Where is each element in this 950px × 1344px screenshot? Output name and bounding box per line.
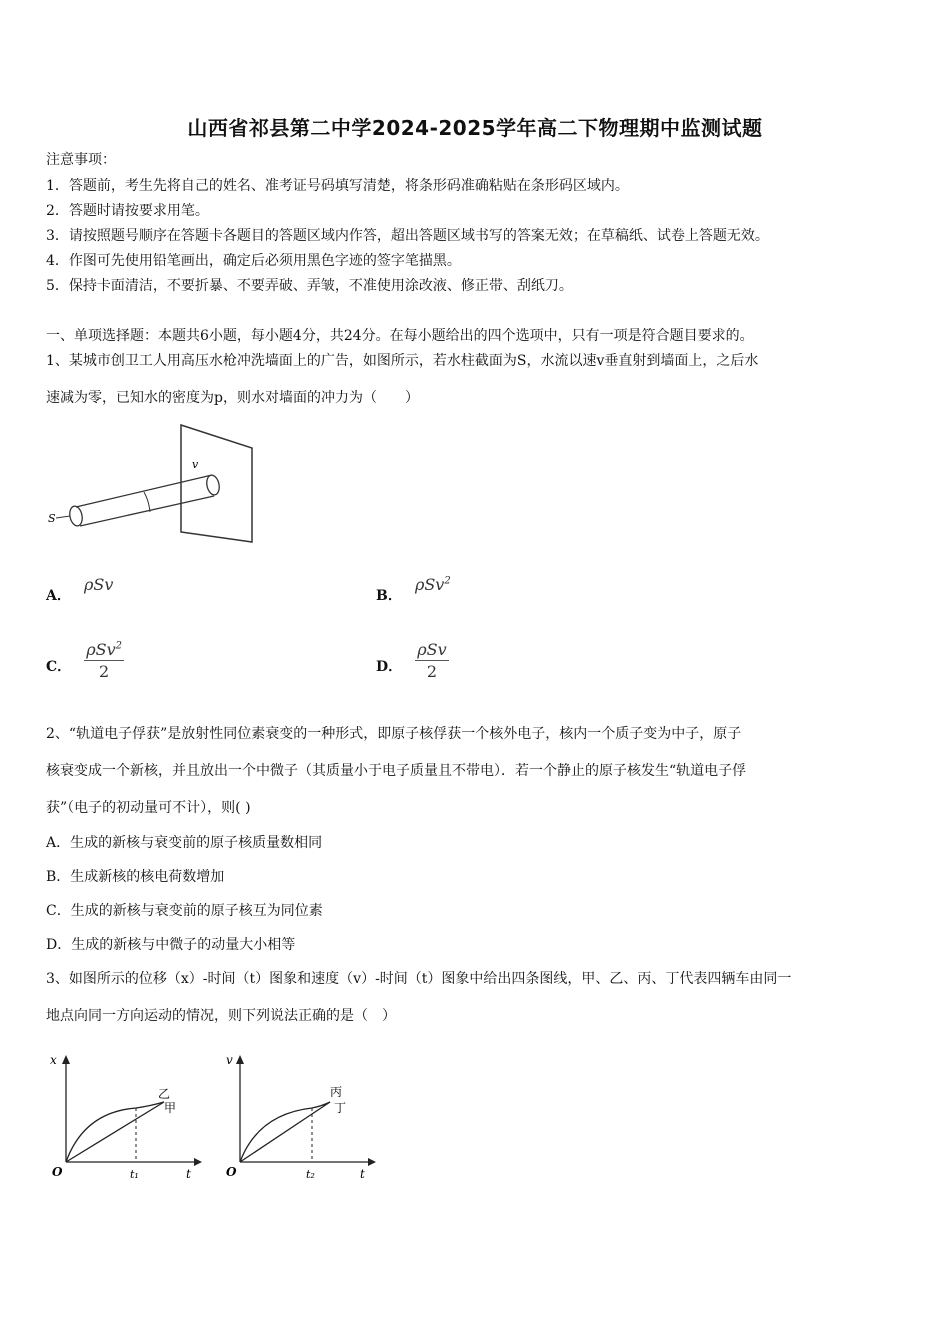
q1-stem-line1: 1、某城市创卫工人用高压水枪冲洗墙面上的广告，如图所示，若水柱截面为S，水流以速v垂直射到墙面上，之后水 [46, 353, 759, 369]
section-heading: 一、单项选择题：本题共6小题，每小题4分，共24分。在每小题给出的四个选项中，只有一项是符合题目要求的。 [46, 328, 754, 344]
option-label: B． [376, 588, 402, 604]
q1-option-c[interactable] [46, 640, 124, 681]
option-numerator: ρSv [86, 640, 116, 659]
q3-stem-line2: 地点向同一方向运动的情况，则下列说法正确的是（ ） [46, 1008, 396, 1024]
tick-label: t₁ [130, 1168, 139, 1180]
x-axis-label: t [186, 1167, 191, 1180]
notice-item: 4．作图可先使用铅笔画出，确定后必须用黑色字迹的签字笔描黑。 [46, 253, 461, 269]
q3-stem-line1: 3、如图所示的位移（x）-时间（t）图象和速度（v）-时间（t）图象中给出四条图线，甲、乙、丙、丁代表四辆车由同一 [46, 971, 792, 987]
q2-stem-line3: 获”（电子的初动量可不计），则( ) [46, 800, 251, 816]
q1-option-b[interactable] [376, 575, 451, 605]
notice-heading: 注意事项： [46, 152, 116, 168]
q2-option-c[interactable]: C．生成的新核与衰变前的原子核互为同位素 [46, 903, 323, 919]
q1-option-d[interactable] [376, 640, 449, 681]
q2-option-a[interactable]: A．生成的新核与衰变前的原子核质量数相同 [46, 835, 323, 851]
y-axis-label: x [50, 1053, 57, 1067]
q2-stem-line1: 2、“轨道电子俘获”是放射性同位素衰变的一种形式，即原子核俘获一个核外电子，核内一个质子变为中子，原子 [46, 726, 742, 742]
q3-graph-xt [44, 1050, 204, 1180]
notice-item: 2．答题时请按要求用笔。 [46, 203, 209, 219]
q1-stem-line2: 速减为零，已知水的密度为p，则水对墙面的冲力为（ ） [46, 390, 419, 406]
q2-option-b[interactable]: B．生成新核的核电荷数增加 [46, 869, 225, 885]
label-s: S [48, 512, 56, 525]
y-axis-label: v [226, 1053, 233, 1067]
option-label: C． [46, 659, 72, 675]
option-expr: ρSv [83, 575, 114, 594]
curve-straight [240, 1102, 330, 1162]
option-exponent: 2 [444, 575, 451, 587]
notice-item: 5．保持卡面清洁，不要折暴、不要弄破、弄皱，不准使用涂改液、修正带、刮纸刀。 [46, 278, 573, 294]
curve-label-jia: 甲 [164, 1101, 177, 1115]
notice-item: 3．请按照题号顺序在答题卡各题目的答题区域内作答，超出答题区域书写的答案无效；在草稿纸、试卷上答题无效。 [46, 228, 769, 244]
option-label: A． [46, 588, 71, 604]
q1-water-jet-figure [44, 420, 264, 545]
tick-label: t₂ [306, 1168, 315, 1180]
curve-straight [66, 1102, 164, 1162]
q2-stem-line2: 核衰变成一个新核，并且放出一个中微子（其质量小于电子质量且不带电）．若一个静止的原子核发生“轨道电子俘 [46, 763, 747, 779]
curve-label-yi: 乙 [158, 1087, 171, 1101]
label-v: v [192, 458, 199, 471]
q2-option-d[interactable]: D．生成的新核与中微子的动量大小相等 [46, 937, 296, 953]
q3-graph-vt [218, 1050, 378, 1180]
page-title: 山西省祁县第二中学2024-2025学年高二下物理期中监测试题 [187, 116, 763, 140]
curve-label-ding: 丁 [334, 1101, 347, 1115]
option-exponent: 2 [115, 640, 123, 652]
curve-label-bing: 丙 [330, 1085, 343, 1099]
origin-label: O [226, 1165, 237, 1179]
option-label: D． [376, 659, 403, 675]
option-denominator: 2 [99, 662, 110, 681]
option-expr: ρSv [414, 575, 445, 594]
option-denominator: 2 [426, 662, 438, 681]
notice-item: 1．答题前，考生先将自己的姓名、准考证号码填写清楚，将条形码准确粘贴在条形码区域内。 [46, 178, 629, 194]
x-axis-label: t [360, 1167, 365, 1180]
origin-label: O [52, 1165, 63, 1179]
option-numerator: ρSv [417, 640, 447, 659]
q1-option-a[interactable] [46, 575, 114, 605]
